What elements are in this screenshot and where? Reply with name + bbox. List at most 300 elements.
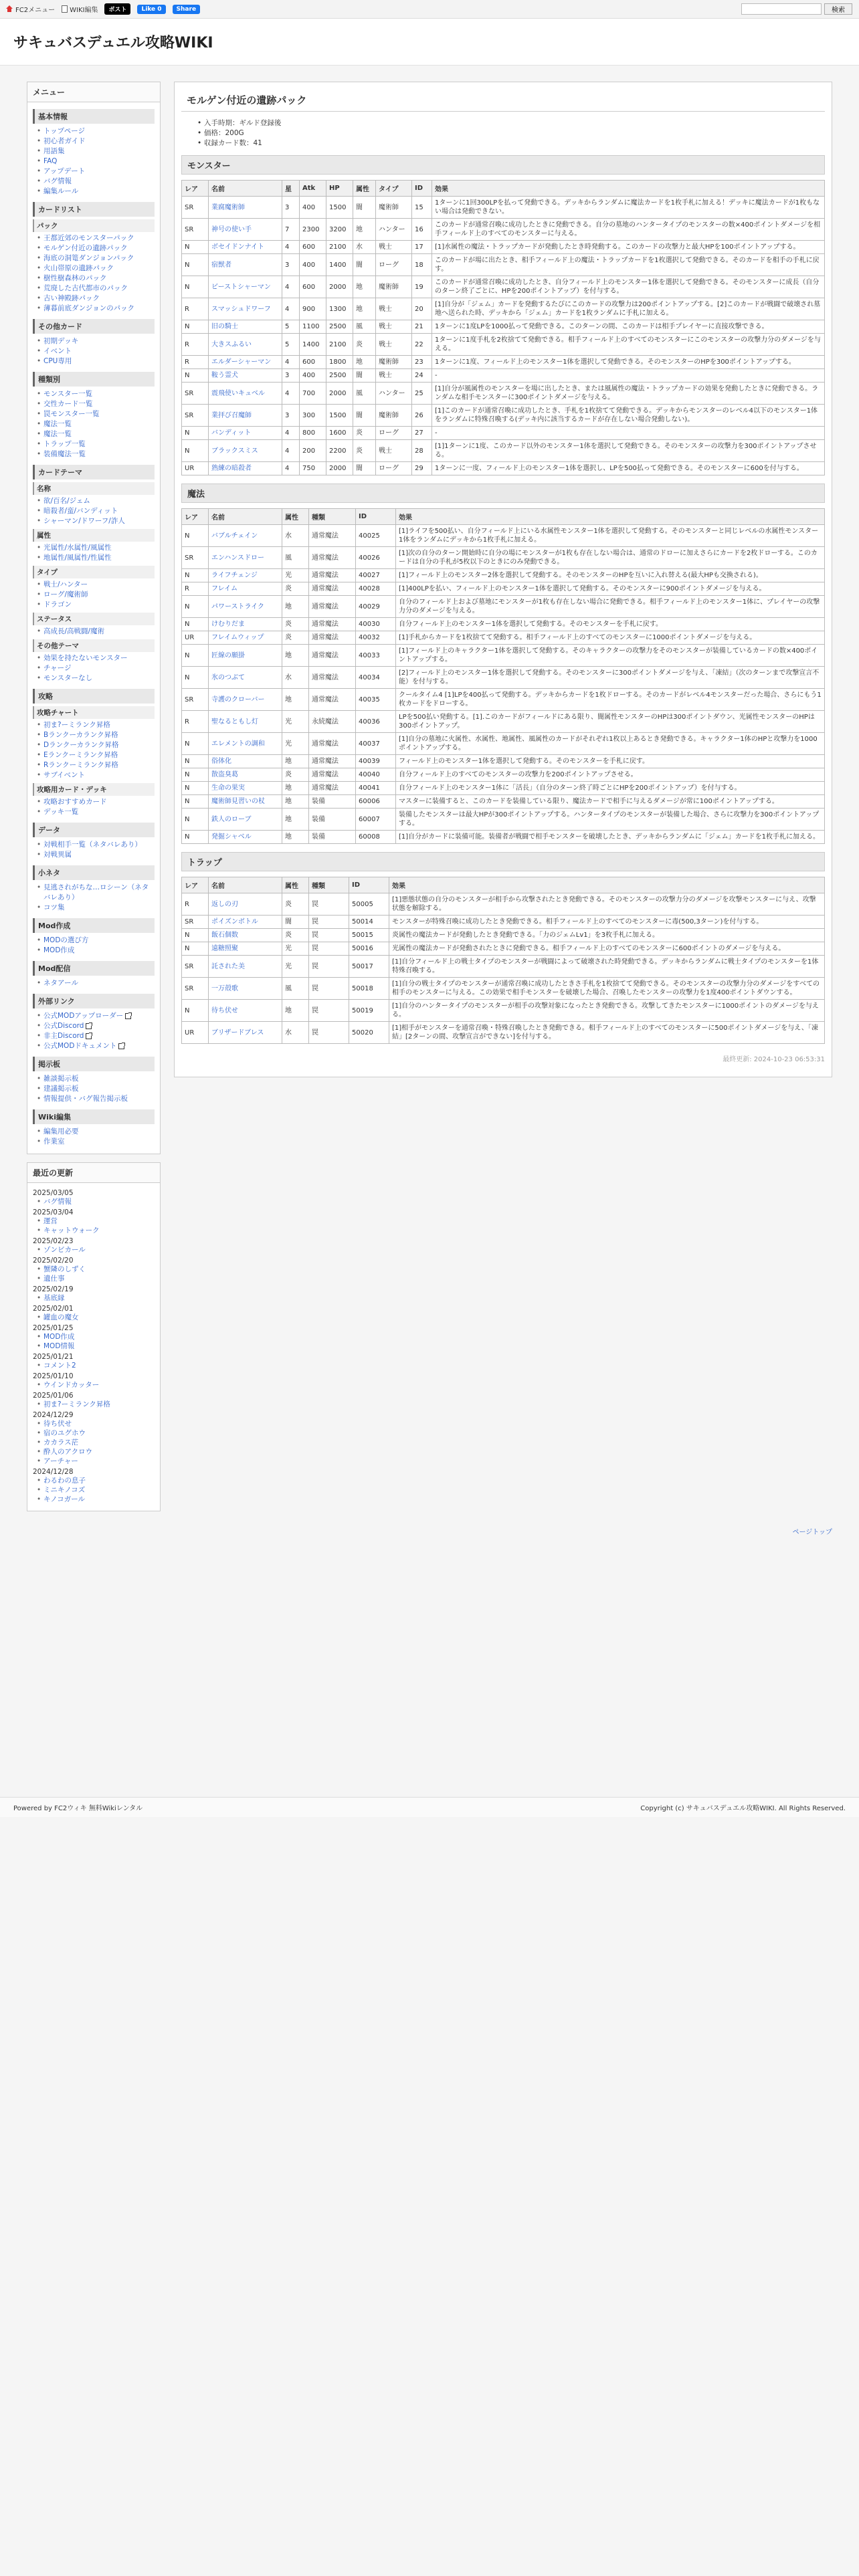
sidebar-link[interactable]: 作業室	[43, 1138, 65, 1146]
sidebar-item	[37, 883, 155, 903]
card-name-link[interactable]: 散盗臭葛	[211, 771, 238, 778]
table-cell: 通常魔法	[309, 569, 356, 582]
menu-list-group	[33, 936, 155, 956]
card-name-link[interactable]: 返しの刃	[211, 900, 238, 908]
card-name-link[interactable]: 聖なるともし灯	[211, 718, 258, 726]
table-cell	[209, 631, 282, 645]
table-cell: 光	[282, 942, 309, 956]
table-cell: UR	[182, 1022, 209, 1044]
table-cell	[209, 356, 282, 369]
sidebar-link[interactable]: サブイベント	[43, 771, 86, 779]
update-item	[37, 1341, 155, 1351]
update-link[interactable]: キノコガール	[43, 1495, 86, 1503]
card-name-link[interactable]: 魔術師見習いの杖	[211, 798, 265, 805]
menu-section-heading: データ	[33, 823, 155, 837]
external-link-icon	[86, 1023, 92, 1029]
table-cell: [1]自分フィールド上の戦士タイプのモンスターが戦闘によって破壊された時発動できる。デッキからランダムに戦士タイプのモンスターを1体特殊召喚する。	[389, 956, 825, 978]
table-row	[182, 942, 825, 956]
sidebar-item	[37, 770, 155, 780]
sidebar-item	[37, 167, 155, 177]
card-name-link[interactable]: 鞍う霊犬	[211, 372, 238, 379]
menu-subsection-heading: タイプ	[33, 566, 155, 578]
table-cell: 罠	[309, 1022, 349, 1044]
sidebar-link[interactable]: Dランクーカランク昇格	[43, 741, 119, 749]
menu-box	[27, 82, 161, 1154]
card-name-link[interactable]: 生命の果実	[211, 784, 245, 792]
sidebar-link[interactable]: 装備魔法一覧	[43, 450, 86, 458]
sidebar-item	[37, 284, 155, 294]
table-header: ID	[349, 877, 389, 893]
table-row	[182, 405, 825, 427]
sidebar-link[interactable]: CPU専用	[43, 357, 72, 365]
sidebar-link[interactable]: イベント	[43, 347, 72, 355]
table-row	[182, 916, 825, 929]
sidebar-link[interactable]: モンスターなし	[43, 674, 93, 682]
sidebar-link[interactable]: 古い神殿跡パック	[43, 294, 100, 302]
sidebar-link[interactable]: 公式MODドキュメント	[43, 1042, 117, 1050]
sidebar-link[interactable]: モルゲン付近の遺跡パック	[43, 244, 128, 252]
card-name-link[interactable]: ライフチェンジ	[211, 572, 258, 579]
table-cell: 闇	[353, 462, 376, 475]
table-cell	[209, 219, 282, 241]
table-cell: R	[182, 582, 209, 596]
card-name-link[interactable]: エルダーシャーマン	[211, 358, 272, 366]
table-cell: 炎	[282, 618, 309, 631]
sidebar-link[interactable]: 効果を持たないモンスター	[43, 654, 128, 662]
table-cell: 60007	[356, 809, 396, 831]
update-date: 2025/01/10	[33, 1372, 74, 1380]
sidebar-item	[37, 1084, 155, 1094]
table-cell: 光	[282, 711, 309, 733]
table-row	[182, 427, 825, 440]
table-cell: [2]フィールド上のモンスター1体を選択して発動する。そのモンスターに300ポイントダメージを与え、「凍結」（次のターンまで攻撃宣言不能）を付与する。	[396, 667, 825, 689]
card-name-link[interactable]: 俗体化	[211, 758, 231, 765]
update-link[interactable]: 運営	[43, 1217, 58, 1225]
card-name-link[interactable]: 業腐魔術師	[211, 203, 245, 211]
update-link[interactable]: コメント2	[43, 1362, 76, 1370]
card-name-link[interactable]: 熟練の暗殺者	[211, 465, 252, 472]
table-cell: このカードが通常召喚に成功したときに発動できる。自分の墓地のハンタータイプのモンスターの数×400ポイントダメージを相手フィールド上のすべてのモンスターに与える。	[432, 219, 825, 241]
table-cell: 50005	[349, 893, 389, 916]
sidebar-link[interactable]: FAQ	[43, 157, 58, 165]
sidebar-link[interactable]: 見逃されがちな…ロシーン（ネタバレあり）	[43, 883, 149, 901]
sidebar-link[interactable]: 建議掲示板	[43, 1085, 79, 1093]
update-link[interactable]: ウインドカッター	[43, 1381, 100, 1389]
search-input[interactable]	[741, 3, 822, 15]
table-cell: 60006	[356, 795, 396, 809]
update-link[interactable]: キャットウォーク	[43, 1226, 100, 1235]
update-link[interactable]: 宿のユグホウ	[43, 1429, 86, 1437]
card-name-link[interactable]: 匠線の願掛	[211, 651, 245, 659]
update-date: 2025/02/19	[33, 1285, 74, 1293]
table-cell: 2100	[326, 334, 353, 356]
card-name-link[interactable]: フレイムウィップ	[211, 634, 264, 641]
sidebar-link[interactable]: 公式MODアップローダー	[43, 1012, 124, 1020]
card-name-link[interactable]: ビーストシャーマン	[211, 283, 271, 291]
sidebar-item	[37, 146, 155, 156]
update-link[interactable]: 遺仕事	[43, 1275, 65, 1283]
table-row	[182, 197, 825, 219]
table-cell	[209, 831, 282, 844]
sidebar-link[interactable]: 戦士/ハンター	[43, 580, 88, 588]
card-name-link[interactable]: 旧の騎士	[211, 323, 238, 330]
menu-list-group	[33, 653, 155, 683]
updates-box	[27, 1162, 161, 1511]
sidebar-link[interactable]: 用語集	[43, 147, 65, 155]
update-link[interactable]: わるわの息子	[43, 1477, 86, 1485]
sidebar-item	[37, 1031, 155, 1041]
sidebar-link[interactable]: トラップ一覧	[43, 440, 86, 448]
card-name-link[interactable]: エレメントの調和	[211, 740, 265, 748]
external-link-icon	[125, 1013, 131, 1019]
card-name-link[interactable]: けむりだま	[211, 621, 245, 628]
sidebar-item	[37, 600, 155, 610]
table-cell: [1]自分が風属性のモンスターを場に出したとき、または風属性の魔法・トラップカードの効果を発動したときに発動できる。ランダムな相手モンスターに300ポイントダメージを与える。	[432, 383, 825, 405]
sidebar-link[interactable]: 高成長/高戦闘/魔術	[43, 627, 105, 635]
table-row	[182, 276, 825, 298]
sidebar-link[interactable]: Bランクーカランク昇格	[43, 731, 118, 739]
sidebar-item	[37, 590, 155, 600]
sidebar-link[interactable]: シャーマン/ドワーフ/詐人	[43, 517, 125, 525]
table-header: HP	[326, 181, 353, 197]
table-cell: 27	[412, 427, 432, 440]
sidebar-link[interactable]: ドラゴン	[43, 601, 72, 609]
table-cell	[209, 525, 282, 547]
table-cell: 40028	[356, 582, 396, 596]
table-header: 名前	[209, 509, 282, 525]
table-cell: 永続魔法	[309, 711, 356, 733]
table-cell: 40033	[356, 645, 396, 667]
sidebar-link[interactable]: 欲/百名/ジェム	[43, 497, 90, 505]
table-cell	[209, 1022, 282, 1044]
table-cell: 戦士	[376, 241, 412, 254]
sidebar-link[interactable]: モンスター一覧	[43, 390, 93, 398]
table-row	[182, 689, 825, 711]
table-row	[182, 369, 825, 383]
update-link[interactable]: 待ち伏せ	[43, 1420, 72, 1428]
update-link[interactable]: 蟹隣のしずく	[43, 1265, 86, 1273]
update-item	[37, 1428, 155, 1438]
card-name-link[interactable]: 鉄人のローブ	[211, 815, 252, 823]
card-name-link[interactable]: 震飛使いキュベル	[211, 389, 265, 397]
card-name-link[interactable]: 待ち伏せ	[211, 1006, 238, 1014]
page-top-link[interactable]: ページトップ	[792, 1529, 832, 1536]
table-cell: [1]手札からカードを1枚捨てて発動する。相手フィールド上のすべてのモンスターに1000ポイントダメージを与える。	[396, 631, 825, 645]
card-name-link[interactable]: バブルチェイン	[211, 532, 258, 540]
sidebar-link[interactable]: 初ま?ーミランク昇格	[43, 721, 110, 729]
card-name-link[interactable]: 大きスふるい	[211, 340, 252, 348]
sidebar-item	[37, 126, 155, 136]
update-link[interactable]: アーチャー	[43, 1457, 78, 1465]
update-link[interactable]: カカラス茫	[43, 1438, 79, 1446]
sidebar-item	[37, 409, 155, 419]
sidebar-link[interactable]: 魔法一覧	[43, 420, 72, 428]
table-cell	[209, 197, 282, 219]
table-cell: 通常魔法	[309, 596, 356, 618]
table-cell	[209, 795, 282, 809]
sidebar-link[interactable]: 攻略おすすめカード	[43, 798, 107, 806]
table-cell: N	[182, 369, 209, 383]
table-cell: 50014	[349, 916, 389, 929]
pack-info-item: • 価格：200G	[197, 128, 825, 138]
table-cell	[209, 569, 282, 582]
update-link[interactable]: MOD情報	[43, 1342, 75, 1350]
sidebar-item	[37, 1074, 155, 1084]
update-date: 2025/02/23	[33, 1237, 74, 1245]
update-link[interactable]: MOD作成	[43, 1333, 75, 1341]
table-cell: N	[182, 254, 209, 276]
table-cell: 4	[282, 298, 300, 320]
sidebar-link[interactable]: 雑談掲示板	[43, 1075, 79, 1083]
sidebar-link[interactable]: Rランクーミランク昇格	[43, 761, 118, 769]
table-cell: 地	[282, 809, 309, 831]
update-link[interactable]: 罐血の魔女	[43, 1313, 79, 1321]
site-title[interactable]: サキュバスデュエル攻略WIKI	[13, 35, 213, 51]
card-name-link[interactable]: ブリザードブレス	[211, 1029, 264, 1037]
fc2-menu-link[interactable]: FC2メニュー	[5, 4, 55, 14]
table-cell: 光属性の魔法カードが発動されたときに発動できる。相手フィールド上のすべてのモンスターに600ポイントのダメージを与える。	[389, 942, 825, 956]
card-name-link[interactable]: 宿獣者	[211, 261, 231, 269]
sidebar-link[interactable]: 非主Discord	[43, 1032, 84, 1040]
table-header: 効果	[389, 877, 825, 893]
sidebar-link[interactable]: ネタアール	[43, 979, 78, 987]
menu-list-group	[33, 840, 155, 860]
sidebar-link[interactable]: 対戦相手一覧（ネタバレあり）	[43, 841, 142, 849]
card-name-link[interactable]: ポイズンボトル	[211, 918, 258, 926]
card-name-link[interactable]: 託された美	[211, 962, 245, 970]
sidebar-link[interactable]: コツ集	[43, 903, 65, 911]
card-name-link[interactable]: ブラックスミス	[211, 447, 258, 455]
table-cell: 地	[282, 596, 309, 618]
sidebar-link[interactable]: 編集ルール	[43, 187, 79, 195]
table-cell: N	[182, 440, 209, 462]
update-date: 2025/03/04	[33, 1208, 74, 1216]
table-cell: 装備	[309, 795, 356, 809]
table-cell	[209, 369, 282, 383]
sidebar-link[interactable]: 薄暮前底ダンジョンのパック	[43, 304, 135, 312]
menu-list-group	[33, 1011, 155, 1051]
table-cell: 4	[282, 383, 300, 405]
sidebar-link[interactable]: 王都近郊のモンスターパック	[43, 234, 134, 242]
document-icon	[62, 5, 68, 13]
update-link[interactable]: 初ま?ーミランク昇格	[43, 1400, 110, 1408]
update-link[interactable]: 酔人のアクロウ	[43, 1448, 93, 1456]
table-cell: 40025	[356, 525, 396, 547]
update-date: 2024/12/28	[33, 1468, 74, 1476]
table-cell: N	[182, 831, 209, 844]
table-cell: R	[182, 893, 209, 916]
updates-list	[27, 1183, 160, 1511]
table-cell: 4	[282, 356, 300, 369]
sidebar-link[interactable]: 罠モンスター一覧	[43, 410, 100, 418]
table-cell: 20	[412, 298, 432, 320]
sidebar-item	[37, 389, 155, 399]
update-link[interactable]: ゾンビカール	[43, 1246, 86, 1254]
table-cell: 1400	[300, 334, 326, 356]
sidebar-link[interactable]: MODの選び方	[43, 936, 89, 944]
menu-list-group	[33, 389, 155, 459]
sidebar-link[interactable]: 荒廃した古代都市のパック	[43, 284, 128, 292]
card-name-link[interactable]: 遠糖照聚	[211, 945, 238, 952]
footer-powered-by[interactable]: Powered by FC2ウィキ 無料Wikiレンタル	[13, 1805, 143, 1812]
card-name-link[interactable]: ボセイドンナイト	[211, 243, 264, 251]
sidebar-link[interactable]: アップデート	[43, 167, 86, 175]
sidebar-link[interactable]: 情報提供・バグ報告掲示板	[43, 1095, 128, 1103]
card-name-link[interactable]: パワーストライク	[211, 603, 264, 611]
table-cell: [1]相手がモンスターを通常召喚・特殊召喚したとき発動できる。相手フィールド上のすべてのモンスターに500ポイントダメージを与え、「凍結」[2ターンの間、攻撃宣言ができない]を付与する。	[389, 1022, 825, 1044]
update-item	[37, 1485, 155, 1495]
search-button[interactable]: 検索	[824, 3, 852, 15]
table-header: 属性	[282, 877, 309, 893]
table-cell: 50018	[349, 978, 389, 1000]
table-cell: 4	[282, 241, 300, 254]
table-cell: 1ターンに1度、フィールド上のモンスター1体を選択して発動できる。そのモンスターのHPを300ポイントアップする。	[432, 356, 825, 369]
table-cell: N	[182, 276, 209, 298]
sidebar-item	[37, 449, 155, 459]
table-cell: 5	[282, 334, 300, 356]
menu-list-group	[33, 1127, 155, 1147]
update-items	[33, 1313, 155, 1322]
card-name-link[interactable]: 寺護のクローバー	[211, 695, 265, 704]
table-row	[182, 440, 825, 462]
menu-subsection-heading: 名称	[33, 482, 155, 495]
table-cell: 400	[300, 369, 326, 383]
sidebar-link[interactable]: 樹性樹森林のパック	[43, 274, 107, 282]
facebook-like-button[interactable]: Like 0	[137, 5, 165, 14]
sidebar-item	[37, 627, 155, 637]
table-header: 効果	[396, 509, 825, 525]
sidebar-link[interactable]: Eランクーミランク昇格	[43, 751, 118, 759]
card-name-link[interactable]: フレイム	[211, 585, 238, 593]
table-cell: 17	[412, 241, 432, 254]
table-cell: N	[182, 782, 209, 795]
sidebar-link[interactable]: デッキ一覧	[43, 808, 79, 816]
table-cell: 400	[300, 197, 326, 219]
table-cell: 400	[300, 254, 326, 276]
sidebar-link[interactable]: ローグ/魔術師	[43, 591, 88, 599]
table-cell: 1500	[326, 197, 353, 219]
card-name-link[interactable]: エンハンスドロー	[211, 554, 264, 562]
sidebar-link[interactable]: トップページ	[43, 127, 86, 135]
menu-section-heading: 基本情報	[33, 109, 155, 124]
sidebar-link[interactable]: チャージ	[43, 664, 72, 672]
sidebar-link[interactable]: 公式Discord	[43, 1022, 84, 1030]
card-name-link[interactable]: 一万殻歌	[211, 984, 238, 992]
table-cell	[209, 462, 282, 475]
table-cell: 1300	[326, 298, 353, 320]
sidebar-item	[37, 720, 155, 730]
table-cell: 40039	[356, 755, 396, 768]
table-cell: [1]次の自分のターン開始時に自分の場にモンスターが1枚も存在しない場合は、通常のドローに加えさらにカードを2枚ドローする。このカードは自分の手札が5枚以下のときにのみ発動できる。	[396, 547, 825, 569]
sidebar-link[interactable]: 火山帯原の遺跡パック	[43, 264, 114, 272]
table-cell: 光	[282, 956, 309, 978]
table-row	[182, 929, 825, 942]
update-items	[33, 1361, 155, 1370]
sidebar-item	[37, 730, 155, 740]
table-cell	[209, 254, 282, 276]
table-cell	[209, 893, 282, 916]
table-cell: 40029	[356, 596, 396, 618]
table-cell: 22	[412, 334, 432, 356]
sidebar-link[interactable]: 初期デッキ	[43, 337, 79, 345]
table-cell	[209, 582, 282, 596]
x-post-button[interactable]: ポスト	[104, 3, 130, 15]
card-name-link[interactable]: 飯石個数	[211, 932, 238, 939]
update-link[interactable]: バグ情報	[43, 1198, 72, 1206]
menu-section-heading: Wiki編集	[33, 1109, 155, 1124]
table-row	[182, 711, 825, 733]
card-name-link[interactable]: 発掘シャベル	[211, 833, 252, 841]
card-name-link[interactable]: 神号の使い手	[211, 225, 252, 233]
table-cell: [1]フィールド上のキャラクター1体を選択して発動する。そのキャラクターの攻撃力をそのモンスターが装備しているカードの数×400ポイントアップする。	[396, 645, 825, 667]
update-link[interactable]: ミニキノコズ	[43, 1486, 86, 1494]
table-cell: クールタイム4 [1]LPを400払って発動する。デッキからカードを1枚ドローする。そのカードがレベル4モンスターだった場合、さらにもう1枚カードをドローする。	[396, 689, 825, 711]
table-cell: 3	[282, 197, 300, 219]
sidebar-link[interactable]: 暗殺者/蛮/バンディット	[43, 507, 118, 515]
table-cell: 通常魔法	[309, 631, 356, 645]
table-header: レア	[182, 877, 209, 893]
sidebar-item	[37, 263, 155, 274]
table-cell: 戦士	[376, 369, 412, 383]
menu-list-group	[33, 720, 155, 780]
card-name-link[interactable]: スマッシュドワーフ	[211, 305, 271, 313]
table-cell: 1ターンに1度LPを1000払って発動できる。このターンの間、このカードは相手プレイヤーに直接攻撃できる。	[432, 320, 825, 334]
table-cell: 15	[412, 197, 432, 219]
sidebar-link[interactable]: 編集用必要	[43, 1128, 79, 1136]
update-link[interactable]: 基底縁	[43, 1294, 65, 1302]
table-cell	[209, 618, 282, 631]
table-header: タイプ	[376, 181, 412, 197]
wiki-edit-link[interactable]: WIKI編集	[62, 4, 98, 14]
table-row	[182, 596, 825, 618]
card-name-link[interactable]: バンディット	[211, 429, 252, 437]
table-cell: 40030	[356, 618, 396, 631]
sidebar-link[interactable]: 初心者ガイド	[43, 137, 86, 145]
table-cell: [1]ライフを500払い、自分フィールド上にいる水属性モンスター1体を選択して発動する。そのモンスターと同じレベルの水属性モンスター1体をランダムにデッキから1枚手札に加える。	[396, 525, 825, 547]
sidebar-link[interactable]: 海底の洞篭ダンジョンパック	[43, 254, 134, 262]
card-name-link[interactable]: 業拝び召魔師	[211, 411, 252, 419]
table-cell: 魔術師	[376, 276, 412, 298]
sidebar-link[interactable]: バグ情報	[43, 177, 72, 185]
table-header: 名前	[209, 181, 282, 197]
table-cell: N	[182, 667, 209, 689]
sidebar-link[interactable]: 光属性/水属性/風属性	[43, 544, 112, 552]
update-item	[37, 1495, 155, 1504]
menu-section-heading: 外部リンク	[33, 994, 155, 1008]
site-header	[0, 19, 859, 66]
card-name-link[interactable]: 氷のつぶて	[211, 673, 245, 681]
sidebar-item	[37, 663, 155, 673]
sidebar-item	[37, 1011, 155, 1021]
table-cell: SR	[182, 916, 209, 929]
sidebar-link[interactable]: 魔法一覧	[43, 430, 72, 438]
sidebar-link[interactable]: MOD作成	[43, 946, 75, 954]
facebook-share-button[interactable]: Share	[173, 5, 201, 14]
menu-section-heading: Mod配信	[33, 961, 155, 976]
sidebar-link[interactable]: 対戦異属	[43, 851, 72, 859]
table-cell: N	[182, 942, 209, 956]
table-cell: [1]このカードが通常召喚に成功したとき、手札を1枚捨てて発動できる。デッキからモンスターのレベル4以下のモンスター1体をランダムに特殊召喚する(デッキ内に該当するカードが存在しない場合発動しない)。	[432, 405, 825, 427]
sidebar-link[interactable]: 地属性/風属性/性属性	[43, 554, 112, 562]
sidebar-item	[37, 1041, 155, 1051]
update-items	[33, 1245, 155, 1255]
sidebar-item	[37, 750, 155, 760]
table-cell: 5	[282, 320, 300, 334]
sidebar-link[interactable]: 交性カード一覧	[43, 400, 93, 408]
sidebar-item	[37, 840, 155, 850]
table-cell: 通常魔法	[309, 689, 356, 711]
table-cell: N	[182, 809, 209, 831]
